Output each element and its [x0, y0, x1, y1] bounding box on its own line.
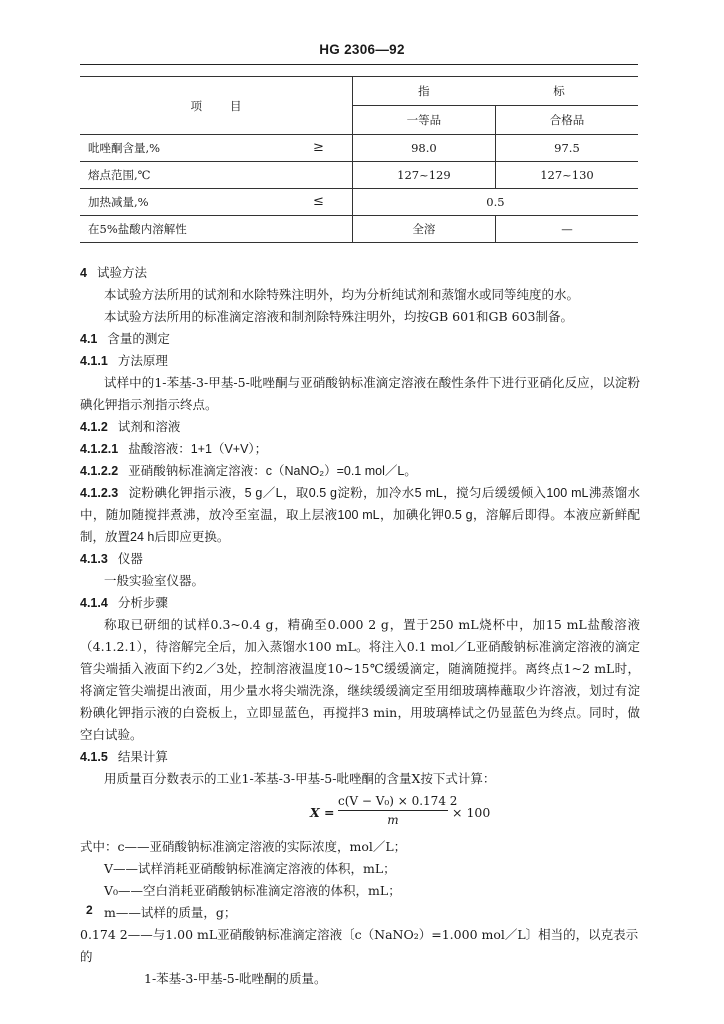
table-grade2-header: 合格品 [495, 106, 638, 135]
row-merged-value: 0.5 [352, 189, 638, 216]
row-item: 熔点范围,℃ [88, 168, 151, 182]
paragraph: 用质量百分数表示的工业1-苯基-3-甲基-5-吡唑酮的含量X按下式计算： [104, 771, 496, 786]
row-grade2-value: 127~130 [495, 162, 638, 189]
definition: 0.174 2——与1.00 mL亚硝酸钠标准滴定溶液〔c（NaNO₂）=1.000 mol／L〕相当的，以克表示的 [80, 927, 639, 964]
definition: V₀——空白消耗亚硝酸钠标准滴定溶液的体积，mL； [104, 883, 401, 898]
definition: V——试样消耗亚硝酸钠标准滴定溶液的体积，mL； [104, 861, 396, 876]
subsection: 4.1.2.2 亚硝酸钠标准滴定溶液：c（NaNO₂）=0.1 mol／L。 [80, 464, 417, 478]
row-item: 吡唑酮含量,% [88, 141, 161, 155]
paragraph: 称取已研细的试样0.3~0.4 g，精确至0.000 2 g，置于250 mL烧杯中，加15 mL盐酸溶液（4.1.2.1），待溶解完全后，加入蒸馏水100 mL。将注入0.1 mol／L亚硝酸钠标准滴定溶液的滴定管尖端插入液面下约2／3处，控制溶液温度10~15℃缓缓滴定，随滴随搅拌。离终点1~2 mL时，将滴定管尖端提出液面，用少量水将尖端洗涤，继续缓缓滴定至用细玻璃棒蘸取少许溶液，划过有淀粉碘化钾指示液的白瓷板上，立即显蓝色，再搅拌3 min，用玻璃棒试之仍显蓝色为终点。同时，做空白试验。 [80, 617, 640, 742]
paragraph: 一般实验室仪器。 [104, 573, 205, 588]
page-number: 2 [86, 903, 93, 917]
section-heading: 4.1.1 方法原理 [80, 354, 168, 368]
subsection: 4.1.2.1 盐酸溶液：1+1（V+V）； [80, 442, 268, 456]
table-row [80, 135, 638, 162]
formula [80, 792, 640, 832]
table-grade1-header: 一等品 [352, 106, 495, 135]
formula-numerator: c(V − V₀) × 0.174 2 [338, 792, 448, 811]
document-body [80, 262, 640, 990]
row-grade2-value: 97.5 [495, 135, 638, 162]
definition: 1-苯基-3-甲基-5-吡唑酮的质量。 [144, 971, 327, 986]
row-grade1-value: 全溶 [352, 216, 495, 243]
definition: 式中：c——亚硝酸钠标准滴定溶液的实际浓度，mol／L； [80, 839, 407, 854]
row-symbol: ≤ [313, 194, 324, 209]
header-rule [80, 64, 638, 65]
standard-code-header: HG 2306—92 [319, 42, 405, 57]
section-heading: 4.1.2 试剂和溶液 [80, 420, 181, 434]
table-item-header: 项目 [80, 77, 352, 135]
paragraph: 本试验方法所用的试剂和水除特殊注明外，均为分析纯试剂和蒸馏水或同等纯度的水。 [104, 287, 580, 302]
table-row [80, 216, 638, 243]
paragraph: 试样中的1-苯基-3-甲基-5-吡唑酮与亚硝酸钠标准滴定溶液在酸性条件下进行亚硝化反应，以淀粉碘化钾指示剂指示终点。 [80, 375, 640, 412]
formula-rhs: × 100 [452, 805, 491, 820]
row-item: 加热减量,% [88, 195, 149, 209]
section-heading: 4.1 含量的测定 [80, 332, 170, 346]
row-grade2-value: — [495, 216, 638, 243]
row-symbol: ≥ [313, 140, 324, 155]
formula-lhs: X = [310, 805, 335, 820]
table-row [80, 162, 638, 189]
section-heading: 4.1.5 结果计算 [80, 750, 168, 764]
row-item: 在5%盐酸内溶解性 [88, 222, 187, 236]
row-grade1-value: 127~129 [352, 162, 495, 189]
section-heading: 4.1.3 仪器 [80, 552, 143, 566]
formula-denominator: m [387, 813, 399, 827]
formula-fraction [338, 792, 458, 829]
table-row [80, 189, 638, 216]
section-heading: 4 试验方法 [80, 266, 147, 280]
subsection: 4.1.2.3 淀粉碘化钾指示液，5 g／L，取0.5 g淀粉，加冷水5 mL，搅匀后缓缓倾入100 mL沸蒸馏水中，随加随搅拌煮沸，放冷至室温，取上层液100 mL，加碘化钾0.5 g，溶解后即得。本液应新鲜配制，放置24 h后即应更换。 [80, 486, 640, 544]
definition: m——试样的质量，g； [104, 905, 237, 920]
spec-table [80, 76, 638, 243]
table-index-header: 指 标 [352, 77, 638, 106]
section-heading: 4.1.4 分析步骤 [80, 596, 168, 610]
row-grade1-value: 98.0 [352, 135, 495, 162]
paragraph: 本试验方法所用的标准滴定溶液和制剂除特殊注明外，均按GB 601和GB 603制备。 [104, 309, 574, 324]
